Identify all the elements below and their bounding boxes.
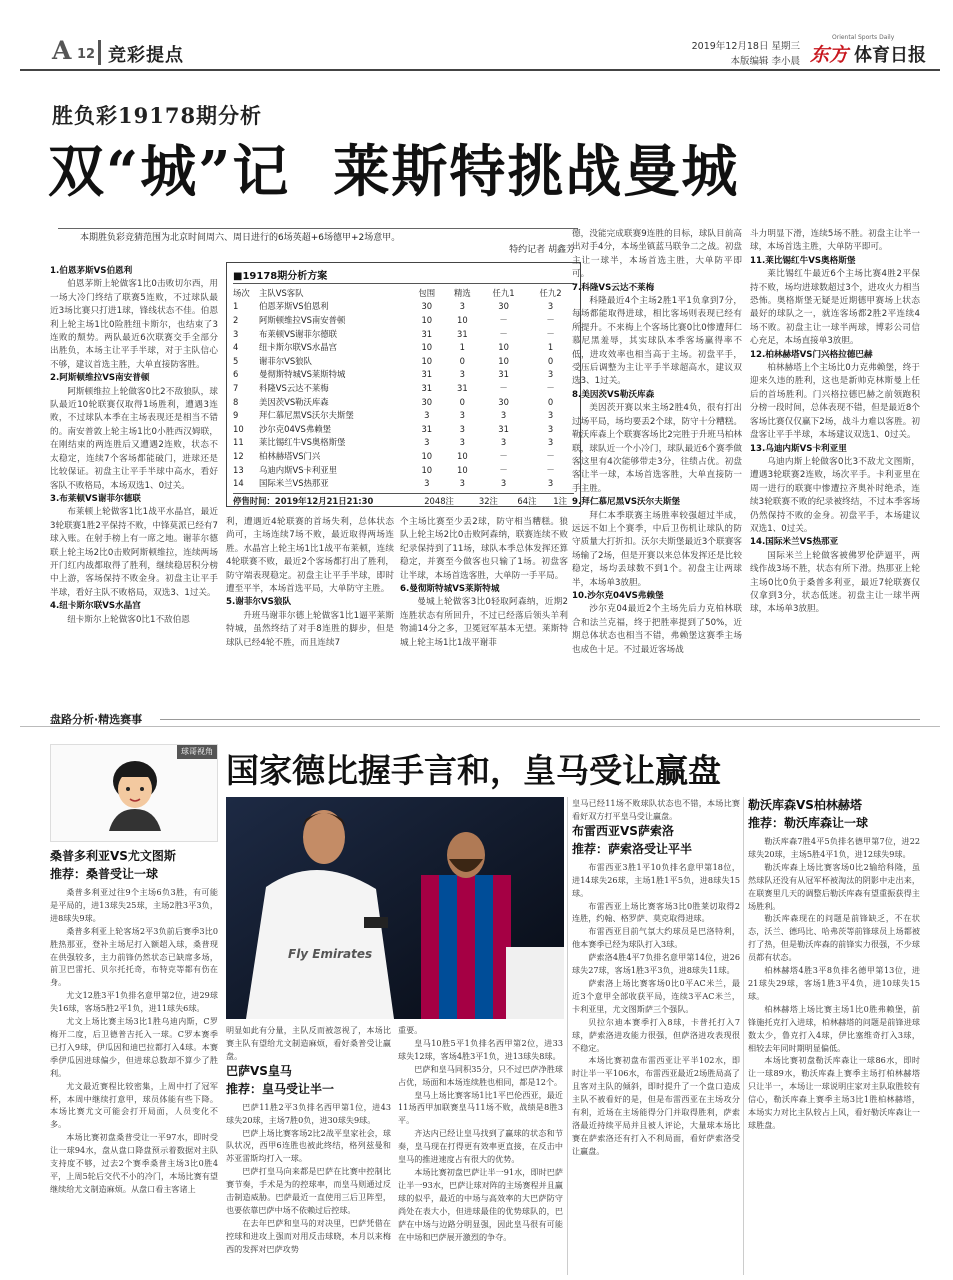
bet-table-row — [233, 422, 574, 436]
paragraph: 布雷西亚目前气氛大约球员是巴洛特利，他本赛季已经为球队打入3球。 — [572, 926, 740, 950]
header-editor: 本版编辑 李小晨 — [730, 56, 800, 67]
cell-select: 31 — [457, 328, 468, 339]
paragraph: 桑普多利亚过往9个主场6负3胜，有可能是平局的，进13球失25球，主场2胜3平3负，进8球失9球。 — [50, 887, 218, 923]
cell-ren9-1: 10 — [498, 355, 509, 366]
logo-en: Oriental Sports Daily — [832, 34, 895, 41]
cell-full-cover: 3 — [424, 478, 430, 489]
th-ren9-1: 任九1 — [492, 287, 515, 298]
cell-select: 3 — [459, 410, 466, 421]
cell-ren9-1: － — [499, 328, 508, 339]
column-tag: 球哥视角 — [177, 745, 217, 759]
recommendation: 推荐：皇马受让半一 — [226, 1081, 335, 1096]
bet-table-row — [233, 354, 574, 368]
cell-full-cover: 10 — [421, 314, 433, 325]
match-heading: 10.沙尔克04VS弗赖堡 — [572, 590, 664, 601]
lower-column-2 — [226, 1024, 391, 1276]
match-photo — [226, 797, 564, 1019]
recommendation: 推荐：勒沃库森让一球 — [748, 816, 869, 830]
cell-ren9-1: － — [499, 464, 508, 475]
logo-mark: 东方 — [810, 44, 849, 66]
header-divider-bar — [98, 40, 101, 65]
recommendation: 推荐：萨索洛受让平半 — [572, 841, 693, 856]
cell-select: 3 — [459, 478, 466, 489]
paragraph: 布雷西亚上场比赛客场3比0胜莱切取得2连胜，约翰、格罗萨、莫克取得进球。 — [572, 900, 740, 924]
cell-ren9-2: 3 — [547, 423, 554, 434]
bet-table-row — [233, 408, 574, 422]
match-analysis: 布莱顿上轮做客1比1战平水晶宫，最近3轮联赛1胜2平保持不败，中锋莫派已经有7球入账。在射手榜上有一席之地。谢菲尔德联上轮主场2比0击败阿斯顿维拉，连续两场开门红内战都取得了胜利，继续稳居积分榜中上游，客场保持不败金身。初盘主让平手半球，看好主队不败格局，双选3、1过关。 — [50, 507, 218, 598]
paragraph: 尤文最近赛程比较密集，上周中打了冠军杯，本周中继续打意甲，球员体能有些下降。本场比赛尤文可能会打开局面，人员变化不多。 — [50, 1080, 218, 1130]
match-analysis: 升班马谢菲尔德上轮做客1比1逼平莱斯特城，虽然终结了对手8连胜的脚步，但是球队已经4轮不胜，而且连续7 — [226, 610, 394, 648]
section-strip-label: 盘路分析·精选赛事 — [50, 713, 143, 726]
bet-table-row — [233, 463, 574, 477]
cell-select: 0 — [459, 396, 466, 407]
paragraph: 本场比赛初盘布雷西亚让平半102水，即时让半一平106水，布雷西亚最近2场胜局高了且客对主队的倾斜，即时提升了一个盘口造成主队不被看好的是，但是布雷西亚在主场攻分有利，近场在主场能得分门并取得胜利，萨索洛最近持续平局并且被人评论，大量球本场比赛在萨索洛还有打入不利局面，看好萨索洛受让赢盘。 — [572, 1055, 740, 1156]
cell-ren9-2: 3 — [547, 437, 554, 448]
th-match-no: 场次 — [233, 287, 250, 298]
match-title: 巴萨VS皇马 — [226, 1063, 292, 1078]
paragraph: 桑普多利亚上轮客场2平3负前后赛季3比0胜热那亚，登补主场尼打入额超入球，桑普现在供强较多，主力前锋仍然状态已缺席多场，前卫巴雷托、贝尔托托奇，布特克等都有伤在身。 — [50, 925, 218, 988]
match-heading: 13.乌迪内斯VS卡利亚里 — [750, 443, 847, 454]
match-heading: 7.科隆VS云达不莱梅 — [572, 282, 655, 293]
lower-column-1 — [50, 848, 218, 1276]
analysis-column-4 — [572, 228, 742, 690]
madrid-shirt — [246, 870, 394, 1019]
section-title: 竞彩提点 — [108, 45, 184, 66]
sale-deadline: 停售时间：2019年12月21日21:30 — [233, 495, 374, 506]
paragraph: 布雷西亚3胜1平10负排名意甲第18位，进14球失26球，主场1胜1平5负，进8球失15球。 — [572, 861, 740, 898]
bet-table-title: ■19178期分析方案 — [233, 271, 328, 282]
jersey-sponsor: Fly Emirates — [288, 947, 373, 961]
cell-match-teams: 乌迪内斯VS卡利亚里 — [259, 464, 338, 475]
cell-full-cover: 30 — [421, 301, 433, 312]
match-analysis: 柏林赫塔上个主场比0力克弗赖堡，终于迎来久违的胜利，这也是新帅克林斯曼上任后的首场胜利。门兴格拉德巴赫之前领跑积分榜一段时间，总体表现不错，但是最近8个客场比赛仅仅赢下2场，战斗力难以客胜。初盘客让平手半球，本场建议双选1、0过关。 — [750, 363, 920, 441]
cell-ren9-2: 0 — [547, 396, 554, 407]
cell-ren9-2: － — [546, 328, 555, 339]
cell-full-cover: 31 — [421, 328, 433, 339]
bet-table-row — [233, 395, 574, 409]
cell-match-no: 12 — [233, 450, 244, 461]
match-analysis: 伯恩茅斯上轮做客1比0击败切尔西，用一场大冷门终结了联赛5连败，不过球队最近3场比赛只打进1球，锋线状态不佳。伯恩利上轮主场1比0险胜纽卡斯尔，也结束了3连败的颓势。两队最近6次联赛交手全部分出胜负，本场主让平手半球，对于主队信心不够，建议首选主胜，大单直接防客胜。 — [50, 279, 218, 370]
cell-ren9-1: 3 — [500, 410, 507, 421]
cell-ren9-2: 3 — [547, 369, 554, 380]
lower-headline: 国家德比握手言和，皇马受让赢盘 — [226, 751, 721, 790]
match-title: 勒沃库森VS柏林赫塔 — [748, 798, 862, 812]
barca-stripe — [475, 875, 493, 1019]
cell-select: 3 — [459, 437, 466, 448]
bet-table-row — [233, 300, 574, 314]
cell-select: 3 — [459, 423, 466, 434]
paragraph: 萨索洛4胜4平7负排名意甲第14位，进26球失27球，客场1胜3平3负，进8球失11球。 — [572, 952, 740, 976]
paragraph: 贝拉尔迪本赛季打入8球，卡普托打入7球，萨索洛进攻能力很强，但萨洛进攻表现很不稳定。 — [572, 1016, 740, 1053]
cell-match-no: 9 — [233, 410, 239, 421]
match-heading: 12.柏林赫塔VS门兴格拉德巴赫 — [750, 349, 873, 360]
paragraph: 齐达内已经让皇马找到了赢球的状态和节奏，皇马现在打得更有效率更直接，在反击中皇马的推进速度占有很大的优势。 — [398, 1128, 563, 1165]
paragraph: 勒沃库森上场比赛客场0比2输给科隆，虽然球队还没有从冠军杯被淘汰的阴影中走出来，在联赛里几天的调整后勒沃库森有望重振获得主场胜利。 — [748, 861, 920, 911]
paragraph: 萨索洛上场比赛客场0比0平AC米兰，最近3个意甲全部收获平局，连续3平AC米兰，卡利亚里，尤文图斯萨三个强队。 — [572, 977, 740, 1014]
paragraph: 勒沃库森现在的问题是前锋缺乏，不在状态，沃兰、德玛比、哈弗茨等前锋球员上场都被打了热，但是勒沃库森的前锋实力很强，不少球员都有状态。 — [748, 913, 920, 963]
cell-match-teams: 沙尔克04VS弗赖堡 — [259, 423, 331, 434]
cell-ren9-2: 3 — [547, 478, 554, 489]
section-strip-line — [160, 719, 920, 720]
header-rule — [20, 69, 940, 71]
cell-match-teams: 国际米兰VS热那亚 — [259, 478, 329, 489]
cell-ren9-1: － — [499, 450, 508, 461]
barca-stripe — [439, 875, 457, 1019]
paragraph: 巴萨打皇马向来都是巴萨在比赛中控制比赛节奏，手术是为的控球率，而皇马则通过反击制造威胁。巴萨最近一直使用三后卫阵型，也要依靠巴萨中场不依赖过后控球。 — [226, 1166, 391, 1215]
cell-match-no: 10 — [233, 423, 244, 434]
paragraph: 尤文12胜3平1负排名意甲第2位，进29球失16球，客场5胜2平1负，进11球失6球。 — [50, 990, 218, 1014]
match-analysis: 阿斯顿维拉上轮做客0比2不敌狼队，球队最近10轮联赛仅取得1场胜利，遭遇3连败，不过球队本季在主场表现还是相当不错的。南安普敦上轮主场1比0小胜西汉姆联，在刚结束的两连胜后又遭遇2连败，状态不太稳定，连续7个客场都能破门，进球还是比较保证。初盘主让平手半球中高水，看好客队不败格局，本场双选1、0过关。 — [50, 386, 218, 491]
cell-ren9-2: － — [546, 450, 555, 461]
cell-match-teams: 布莱顿VS谢菲尔德联 — [259, 328, 338, 339]
cell-ren9-2: － — [546, 314, 555, 325]
analysis-column-1 — [50, 265, 218, 690]
cell-select: 3 — [459, 301, 466, 312]
cell-match-no: 3 — [233, 328, 239, 339]
bet-table-header-row — [233, 286, 574, 300]
cell-full-cover: 31 — [421, 369, 433, 380]
paragraph: 尤文上场比赛主场3比1胜乌迪内斯，C罗梅开二度，后卫德普吉托入一球。C罗本赛季已打入9球，伊瓜因和迪巴拉都打入4球。本赛季伊瓜因进球偏少，但进球总数却不算少了胜利。 — [50, 1016, 218, 1078]
match-heading: 6.曼彻斯特城VS莱斯特城 — [400, 584, 500, 595]
match-analysis: 利，遭遇近4轮联赛的首场失利，总体状态尚可，主场连续7场不败，最近取得两场连胜。水晶宫上轮主场1比1战平布莱顿，连续4轮联赛不败，最近2个客场都打出了胜利，防守端表现稳定。初盘主让平手半球，即时遭至平半，本场首选平局，大单防守主胜。 — [226, 517, 394, 595]
match-analysis: 科隆最近4个主场2胜1平1负拿到7分，每场都能取得进球，相比客场则表现已经有所提升。不来梅上个客场比赛0比0惨遭拜仁慕尼黑羞辱，其实球队本季客场赢得率不低，进攻效率也相当高于主场。初盘平手，受压后调整为主让平手半球超高水，建议双选3、1过关。 — [572, 296, 742, 387]
paragraph: 在去年巴萨和皇马的对决里，巴萨凭借在控球和进攻上强而对用反击球晓，本月以来梅西的发挥对巴萨攻势 — [226, 1217, 391, 1254]
cell-ren9-2: － — [546, 464, 555, 475]
page-letter: A — [52, 36, 72, 65]
match-heading: 2.阿斯顿维拉VS南安普顿 — [50, 373, 150, 384]
paragraph: 柏林赫塔上场比赛主场1比0胜弗赖堡，前锋施托克打入进球，柏林赫塔的问题是前锋进球数太少，鲁克打入4球，伊比塞维奇打入3球，相较去年同时期明显偏低。 — [748, 1003, 920, 1053]
match-title: 桑普多利亚VS尤文图斯 — [50, 849, 176, 863]
match-heading: 9.拜仁慕尼黑VS沃尔夫斯堡 — [572, 497, 681, 508]
cell-match-teams: 阿斯顿维拉VS南安普顿 — [259, 314, 346, 325]
lower-column-4 — [572, 797, 740, 1276]
cell-match-teams: 伯恩茅斯VS伯恩利 — [259, 301, 329, 312]
total-full-cover: 2048注 — [424, 495, 454, 506]
th-ren9-2: 任九2 — [539, 287, 562, 298]
cell-ren9-1: 3 — [500, 437, 507, 448]
cell-full-cover: 10 — [421, 464, 433, 475]
cell-full-cover: 3 — [424, 437, 430, 448]
bet-table-title-rule — [233, 283, 574, 284]
cell-ren9-1: 30 — [498, 301, 509, 312]
paragraph: 巴萨11胜2平3负排名西甲第1位，进43球失20球，主场7胜0负，进30球失9球。 — [226, 1101, 391, 1125]
fringe — [117, 767, 153, 777]
cell-ren9-1: 30 — [498, 396, 509, 407]
cell-match-teams: 莱比锡红牛VS奥格斯堡 — [259, 437, 346, 448]
cell-match-teams: 纽卡斯尔联VS水晶宫 — [259, 342, 338, 353]
cell-match-teams: 谢菲尔VS狼队 — [259, 355, 312, 366]
columnist-box — [50, 744, 218, 842]
bet-table-row — [233, 313, 574, 327]
match-heading: 3.布莱顿VS谢菲尔德联 — [50, 493, 141, 504]
column-divider — [743, 797, 744, 1275]
paragraph: 明显如此有分量，主队反而被忽视了，本场比赛主队有望给尤文制造麻烦，看好桑普受让赢盘。 — [226, 1025, 391, 1061]
paragraph: 勒沃库森7胜4平5负排名德甲第7位，进22球失20球，主场5胜4平1负，进12球失9球。 — [748, 836, 920, 859]
cell-match-no: 2 — [233, 314, 239, 325]
cell-match-no: 13 — [233, 464, 244, 475]
cell-select: 3 — [459, 369, 466, 380]
barca-stripe — [457, 875, 475, 1019]
paragraph: 巴萨上场比赛客场2比2战平皇家社会，球队状况，西甲6连胜也被此终结，格列兹曼和苏亚雷斯均打入一球。 — [226, 1127, 391, 1164]
match-analysis: 沙尔克04最近2个主场先后力克柏林联合和法兰克福，终于把胜率提到了50%，近期总体状态也相当不错，弗赖堡这赛季主场也成色十足。不过最近客场战 — [572, 604, 742, 655]
cell-ren9-2: 0 — [547, 355, 554, 366]
bet-table-row — [233, 340, 574, 354]
cell-select: 10 — [457, 450, 468, 461]
barca-stripe — [421, 875, 439, 1019]
bet-table-row — [233, 449, 574, 463]
bet-table-footer — [233, 494, 574, 508]
cell-match-no: 4 — [233, 342, 239, 353]
match-analysis: 国际米兰上轮做客被佛罗伦萨逼平，两线作战3场不胜，状态有所下滑。热那亚上轮主场0比0负于桑普多利亚，最近7轮联赛仅仅拿到3分，状态低迷。初盘主让一球半两球，本场单3放胆。 — [750, 550, 920, 615]
cell-match-teams: 曼彻斯特城VS莱斯特城 — [259, 369, 346, 380]
paragraph: 柏林赫塔4胜3平8负排名德甲第13位，进21球失29球，客场1胜3平4负，进10球失15球。 — [748, 965, 920, 1001]
intro-rule — [58, 228, 578, 229]
cell-full-cover: 10 — [421, 355, 433, 366]
cell-select: 31 — [457, 382, 468, 393]
cell-select: 10 — [457, 314, 468, 325]
captain-armband — [364, 917, 388, 928]
th-select: 精选 — [453, 287, 471, 298]
paragraph: 重要。 — [398, 1025, 423, 1035]
analysis-column-5 — [750, 228, 920, 690]
cell-ren9-2: － — [546, 382, 555, 393]
match-heading: 14.国际米兰VS热那亚 — [750, 537, 839, 548]
columnist-avatar — [95, 751, 175, 831]
newspaper-logo — [808, 34, 940, 66]
main-headline: 双“城”记 莱斯特挑战曼城 — [48, 139, 740, 205]
match-title: 布雷西亚VS萨索洛 — [572, 823, 674, 838]
analysis-column-3 — [400, 516, 568, 690]
paragraph: 本场比赛初盘勒沃库森让一球86水，即时让一球89水，勒沃库森上赛季主场打柏林赫塔只让半一，本场让一球说明庄家对主队取胜较有信心，勒沃库森上赛季主场3比1胜柏林赫塔，本场实力对比主队较占上风，看好勒沃库森让一球胜盘。 — [748, 1055, 920, 1130]
match-analysis: 乌迪内斯上轮做客0比3不敌尤文图斯，遭遇3轮联赛2连败，场次平手。卡利亚里在周一进行的联赛中惨遭拉齐奥补时绝杀，连续3轮联赛不败的纪录被终结，不过本季客场仍然保持不败的金身。初盘平手，本场建议双选1、0过关。 — [750, 456, 920, 534]
cell-match-no: 7 — [233, 382, 239, 393]
cell-match-teams: 科隆VS云达不莱梅 — [259, 382, 329, 393]
cell-full-cover: 31 — [421, 423, 433, 434]
cell-ren9-1: 31 — [498, 369, 509, 380]
cell-full-cover: 31 — [421, 382, 433, 393]
total-ren9-2: 1注 — [553, 495, 567, 506]
section-strip-thick — [20, 726, 940, 727]
lower-column-3 — [398, 1024, 563, 1276]
lower-column-5 — [748, 797, 920, 1276]
bet-table-footer-row — [233, 494, 574, 508]
match-heading: 8.美因茨VS勒沃库森 — [572, 389, 655, 400]
bet-table-row — [233, 436, 574, 450]
cell-full-cover: 30 — [421, 396, 433, 407]
cell-ren9-1: 3 — [500, 478, 507, 489]
cell-full-cover: 10 — [421, 450, 433, 461]
total-ren9-1: 64注 — [517, 495, 537, 506]
shoulders — [109, 809, 161, 831]
match-analysis: 纽卡斯尔上轮做客0比1不敌伯恩 — [67, 614, 190, 625]
cell-ren9-1: 31 — [498, 423, 509, 434]
cell-ren9-1: － — [499, 382, 508, 393]
paragraph: 巴萨和皇马同积35分，只不过巴萨净胜球占优，场面和本场连续胜也相同，都是12个。 — [398, 1063, 563, 1087]
intro-text: 本期胜负彩竞猜范围为北京时间周六、周日进行的6场英超+6场德甲+2场意甲。 — [80, 233, 401, 243]
bet-table-row — [233, 381, 574, 395]
cell-match-no: 1 — [233, 301, 239, 312]
page-header — [0, 0, 953, 70]
match-photo-illustration — [226, 797, 564, 1019]
cell-ren9-1: 10 — [498, 342, 509, 353]
bet-table-box — [226, 262, 581, 507]
paragraph: 皇马10胜5平1负排名西甲第2位，进33球失12球，客场4胜3平1负，进13球失8球。 — [398, 1037, 563, 1061]
match-analysis: 美因茨开赛以来主场2胜4负，很有打出过场平局，场均要丢2个球，防守十分糟糕。勒沃库森上个联赛客场比2完胜于升班马柏林联，球队近一个小冷门，球队最近6个赛季做客这里有4次能够带走3分，往绩占优。初盘客让半一球，本场首选客胜，大单直接防一手主胜。 — [572, 403, 742, 494]
match-heading: 4.纽卡斯尔联VS水晶宫 — [50, 601, 141, 612]
header-date: 2019年12月18日 星期三 — [691, 41, 800, 52]
cell-select: 10 — [457, 464, 468, 475]
eye-left — [126, 787, 130, 791]
logo-name: 体育日报 — [854, 45, 926, 66]
match-heading: 1.伯恩茅斯VS伯恩利 — [50, 266, 133, 276]
opponent-shirt — [506, 947, 564, 1019]
bet-table-row — [233, 327, 574, 341]
match-analysis: 斗力明显下滑，连续5场不胜。初盘主让半一球，本场首选主胜，大单防平即可。 — [750, 229, 920, 253]
bet-table-row — [233, 476, 574, 490]
match-heading: 5.谢菲尔VS狼队 — [226, 597, 292, 608]
eye-right — [140, 787, 144, 791]
total-select: 32注 — [478, 495, 498, 506]
match-analysis: 个主场比赛至少丢2球，防守相当糟糕。狼队上轮主场2比0击败阿森纳，联赛连续不败纪录保持到了11场，球队本季总体发挥还算稳定，并赛至今做客也只输了1场。初盘客让半球，本场首选客胜，大单防一手平局。 — [400, 517, 568, 581]
cell-match-no: 5 — [233, 355, 239, 366]
match-analysis: 德，没能完成联赛9连胜的目标，球队目前高出对手4分，本场坐镇蓝马联争二之战。初盘主让一球半，本场首选主胜，大单防平即可。 — [572, 229, 742, 280]
cell-ren9-2: 3 — [547, 301, 554, 312]
analysis-column-2 — [226, 516, 394, 690]
cell-full-cover: 10 — [421, 342, 433, 353]
byline: 特约记者 胡鑫芳 — [509, 245, 575, 255]
cell-match-no: 6 — [233, 369, 239, 380]
match-analysis: 曼城上轮做客3比0轻取阿森纳，近期2连胜状态有所回升，不过已经落后领头羊利物浦14分之多，卫冕冠军基本无望。莱斯特城上轮主场1比1战平谢菲 — [400, 597, 568, 648]
cell-select: 1 — [459, 342, 466, 353]
paragraph: 本场比赛初盘桑普受让一平97水，即时受让一球94水，盘从盘口降盘预示着数据对主队支持度不够，过去2个赛季桑普主场3比0胜4平，上周5轮后交代不小的冷门，本场比赛有望继续给尤文制造麻烦。从盘口看主客诸上 — [50, 1132, 218, 1194]
column-divider — [567, 797, 568, 1275]
match-analysis: 莱比锡红牛最近6个主场比赛4胜2平保持不败，场均进球数超过3个，进攻火力相当恐怖。奥格斯堡无疑是近期德甲赛场上状态最好的球队之一，就连客场都2胜2平连续4场不败。初盘主让一球半两球，博彩公司信心充足，本场直接单3放胆。 — [750, 269, 920, 347]
cell-match-no: 11 — [233, 437, 244, 448]
cell-select: 0 — [459, 355, 466, 366]
cell-full-cover: 3 — [424, 410, 430, 421]
cell-match-teams: 美因茨VS勒沃库森 — [259, 396, 329, 407]
cell-ren9-2: 3 — [547, 410, 554, 421]
cell-match-no: 14 — [233, 478, 244, 489]
bet-table — [233, 286, 574, 490]
bet-table-row — [233, 368, 574, 382]
match-analysis: 拜仁本季联赛主场胜率较强超过半成，远远不如上个赛季，中后卫伤机让球队的防守质量大打折扣。沃尔夫斯堡最近3个联赛客场输了2场，但是开赛以来总体发挥还是比较稳定，场均丢球数不到1个。初盘主让两球半，本场单3放胆。 — [572, 510, 742, 588]
match-heading: 11.莱比锡红牛VS奥格斯堡 — [750, 255, 856, 266]
cell-match-no: 8 — [233, 396, 239, 407]
kicker: 胜负彩19178期分析 — [52, 103, 263, 128]
th-full-cover: 包围 — [418, 287, 436, 298]
cell-ren9-1: － — [499, 314, 508, 325]
paragraph: 皇马已经11场不败球队状态也不错，本场比赛看好双方打平皇马受让赢盘。 — [572, 798, 740, 821]
th-match: 主队VS客队 — [259, 287, 304, 298]
recommendation: 推荐：桑普受让一球 — [50, 867, 159, 881]
cell-match-teams: 柏林赫塔VS门兴 — [259, 450, 321, 461]
page-number: 12 — [77, 47, 96, 62]
cell-ren9-2: 1 — [547, 342, 554, 353]
paragraph: 本场比赛初盘巴萨让半一91水，即时巴萨让半一93水，巴萨让球对阵的主场赛程并且赢球的似乎，最近的中场与高效率的大巴萨防守尚处在表大小，但进球最佳的优势球队的，巴萨在中场与边路分明显强，因此皇马很有可能在中场和巴萨展开激烈的争夺。 — [398, 1166, 563, 1242]
cell-match-teams: 拜仁慕尼黑VS沃尔夫斯堡 — [259, 410, 354, 421]
paragraph: 皇马上场比赛客场1比1平巴伦西亚，最近11场西甲加联赛皇马11场不败，战绩是8胜3平。 — [398, 1089, 563, 1126]
